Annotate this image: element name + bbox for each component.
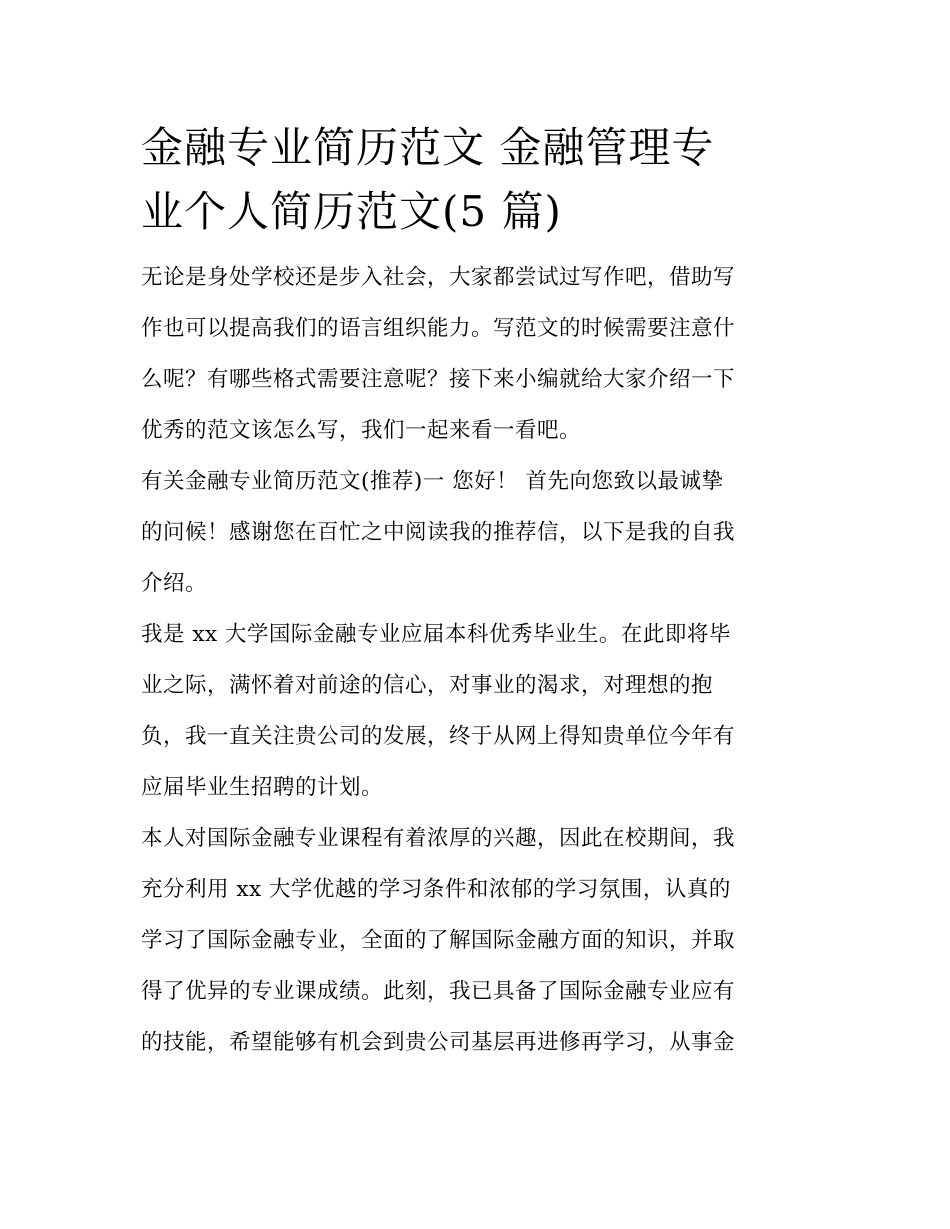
paragraph-line: 的技能，希望能够有机会到贵公司基层再进修再学习，从事金 <box>141 1030 736 1055</box>
paragraph-line: 我是 xx 大学国际金融专业应届本科优秀毕业生。在此即将毕 <box>141 622 731 647</box>
intro-paragraph <box>141 252 811 456</box>
paragraph-line: 本人对国际金融专业课程有着浓厚的兴趣，因此在校期间，我 <box>141 826 736 851</box>
study-paragraph <box>141 813 811 1068</box>
paragraph-line: 负，我一直关注贵公司的发展，终于从网上得知贵单位今年有 <box>141 724 736 749</box>
paragraph-line: 应届毕业生招聘的计划。 <box>141 775 384 800</box>
paragraph-line: 优秀的范文该怎么写，我们一起来看一看吧。 <box>141 418 582 443</box>
paragraph-line: 有关金融专业简历范文(推荐)一 您好！ 首先向您致以最诚挚 <box>141 469 724 494</box>
title-line-1: 金融专业简历范文 金融管理专 <box>141 123 715 172</box>
paragraph-line: 么呢？有哪些格式需要注意呢？接下来小编就给大家介绍一下 <box>141 367 736 392</box>
paragraph-line: 学习了国际金融专业，全面的了解国际金融方面的知识，并取 <box>141 928 736 953</box>
paragraph-line: 得了优异的专业课成绩。此刻，我已具备了国际金融专业应有 <box>141 979 736 1004</box>
document-body <box>141 116 811 1068</box>
greeting-paragraph <box>141 456 811 609</box>
paragraph-line: 的问候！感谢您在百忙之中阅读我的推荐信，以下是我的自我 <box>141 520 736 545</box>
self-introduction-paragraph <box>141 609 811 813</box>
paragraph-line: 介绍。 <box>141 571 208 596</box>
paragraph-line: 作也可以提高我们的语言组织能力。写范文的时候需要注意什 <box>141 316 736 341</box>
paragraph-line: 充分利用 xx 大学优越的学习条件和浓郁的学习氛围，认真的 <box>141 877 731 902</box>
document-title <box>141 116 811 244</box>
paragraph-line: 无论是身处学校还是步入社会，大家都尝试过写作吧，借助写 <box>141 265 736 290</box>
title-line-2: 业个人简历范文(5 篇) <box>141 187 562 236</box>
paragraph-line: 业之际，满怀着对前途的信心，对事业的渴求，对理想的抱 <box>141 673 714 698</box>
